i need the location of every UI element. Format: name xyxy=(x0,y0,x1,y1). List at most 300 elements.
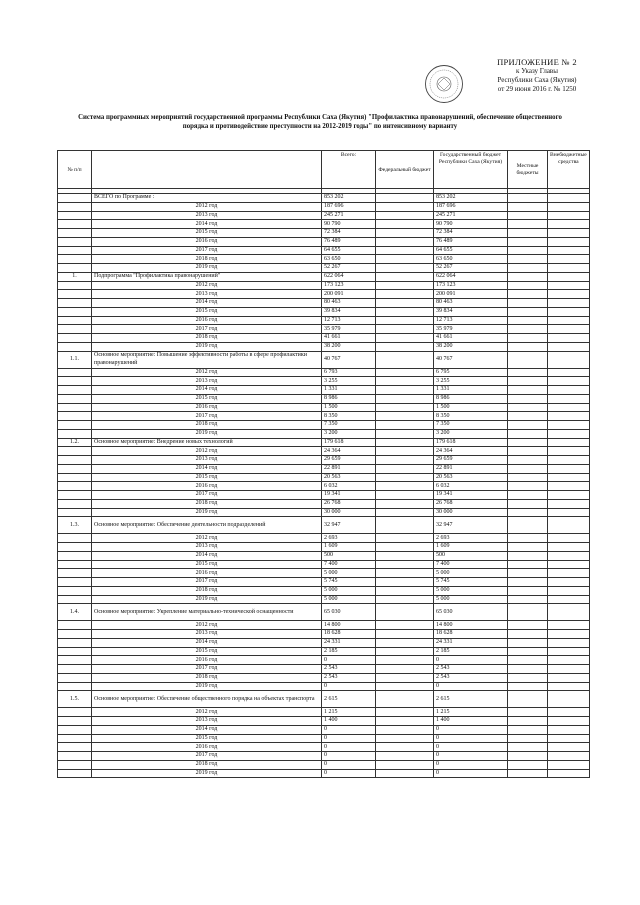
table-row xyxy=(58,482,590,491)
table-row xyxy=(58,447,590,456)
row-year: 2019 год xyxy=(92,595,322,604)
row-federal xyxy=(376,499,434,508)
row-extra xyxy=(548,595,590,604)
row-total: 64 655 xyxy=(322,246,376,255)
row-total: 38 200 xyxy=(322,342,376,351)
row-state: 1 609 xyxy=(434,543,508,552)
row-extra xyxy=(548,237,590,246)
row-federal xyxy=(376,220,434,229)
table-row xyxy=(58,551,590,560)
row-state: 1 500 xyxy=(434,403,508,412)
row-federal xyxy=(376,272,434,281)
row-federal xyxy=(376,569,434,578)
row-local xyxy=(508,403,548,412)
row-extra xyxy=(548,281,590,290)
row-year: 2017 год xyxy=(92,665,322,674)
row-number xyxy=(58,534,92,543)
table-row xyxy=(58,351,590,368)
row-year: 2017 год xyxy=(92,246,322,255)
row-year: 2019 год xyxy=(92,342,322,351)
row-number: 1.4. xyxy=(58,604,92,621)
row-federal xyxy=(376,290,434,299)
row-extra xyxy=(548,725,590,734)
row-federal xyxy=(376,734,434,743)
row-extra xyxy=(548,482,590,491)
row-local xyxy=(508,665,548,674)
row-extra xyxy=(548,508,590,517)
table-row xyxy=(58,202,590,211)
row-local xyxy=(508,412,548,421)
row-federal xyxy=(376,202,434,211)
row-local xyxy=(508,717,548,726)
row-number xyxy=(58,368,92,377)
row-number xyxy=(58,456,92,465)
row-federal xyxy=(376,412,434,421)
row-local xyxy=(508,769,548,778)
row-local xyxy=(508,473,548,482)
row-state: 853 202 xyxy=(434,194,508,203)
row-federal xyxy=(376,621,434,630)
row-federal xyxy=(376,656,434,665)
table-row xyxy=(58,394,590,403)
row-year: 2014 год xyxy=(92,725,322,734)
table-row xyxy=(58,325,590,334)
row-year: 2012 год xyxy=(92,368,322,377)
row-local xyxy=(508,760,548,769)
row-local xyxy=(508,421,548,430)
row-state: 0 xyxy=(434,769,508,778)
row-total: 2 693 xyxy=(322,534,376,543)
row-local xyxy=(508,499,548,508)
row-extra xyxy=(548,290,590,299)
row-federal xyxy=(376,673,434,682)
row-total: 1 609 xyxy=(322,543,376,552)
row-local xyxy=(508,334,548,343)
row-extra xyxy=(548,220,590,229)
row-name: Основное мероприятие: Укрепление материально-технической оснащенности xyxy=(92,604,322,621)
row-local xyxy=(508,229,548,238)
row-extra xyxy=(548,734,590,743)
row-federal xyxy=(376,560,434,569)
row-local xyxy=(508,307,548,316)
row-extra xyxy=(548,621,590,630)
row-federal xyxy=(376,281,434,290)
row-state: 1 400 xyxy=(434,717,508,726)
row-total: 32 947 xyxy=(322,517,376,534)
row-extra xyxy=(548,421,590,430)
row-local xyxy=(508,368,548,377)
row-federal xyxy=(376,491,434,500)
row-name: Основное мероприятие: Обеспечение общественного порядка на объектах транспорта xyxy=(92,691,322,708)
row-local xyxy=(508,682,548,691)
row-number xyxy=(58,551,92,560)
row-extra xyxy=(548,717,590,726)
table-row xyxy=(58,717,590,726)
row-local xyxy=(508,508,548,517)
row-state: 65 030 xyxy=(434,604,508,621)
row-year: 2012 год xyxy=(92,534,322,543)
row-state: 41 661 xyxy=(434,334,508,343)
row-extra xyxy=(548,586,590,595)
row-total: 2 615 xyxy=(322,691,376,708)
row-total: 0 xyxy=(322,725,376,734)
row-extra xyxy=(548,246,590,255)
row-extra xyxy=(548,534,590,543)
table-row xyxy=(58,708,590,717)
row-year: 2018 год xyxy=(92,499,322,508)
row-number xyxy=(58,491,92,500)
row-year: 2014 год xyxy=(92,299,322,308)
row-number xyxy=(58,647,92,656)
annex-label: ПРИЛОЖЕНИЕ № 2 xyxy=(497,57,577,67)
annex-decree: к Указу Главы xyxy=(516,67,558,75)
row-federal xyxy=(376,534,434,543)
row-federal xyxy=(376,394,434,403)
row-number xyxy=(58,334,92,343)
row-number xyxy=(58,630,92,639)
row-year: 2016 год xyxy=(92,316,322,325)
row-local xyxy=(508,255,548,264)
row-number xyxy=(58,717,92,726)
row-state: 2 693 xyxy=(434,534,508,543)
row-state: 6 032 xyxy=(434,482,508,491)
row-local xyxy=(508,325,548,334)
table-row xyxy=(58,752,590,761)
col-total-header: Всего: xyxy=(322,151,376,189)
col-state-header: Государственный бюджет Республики Саха (Якутия) xyxy=(434,151,508,189)
row-total: 20 563 xyxy=(322,473,376,482)
table-row xyxy=(58,656,590,665)
row-number xyxy=(58,464,92,473)
row-total: 0 xyxy=(322,682,376,691)
row-year: 2017 год xyxy=(92,752,322,761)
row-state: 22 891 xyxy=(434,464,508,473)
row-local xyxy=(508,220,548,229)
row-year: 2014 год xyxy=(92,220,322,229)
row-state: 200 091 xyxy=(434,290,508,299)
row-local xyxy=(508,316,548,325)
row-local xyxy=(508,237,548,246)
row-year: 2014 год xyxy=(92,464,322,473)
row-extra xyxy=(548,517,590,534)
row-year: 2015 год xyxy=(92,560,322,569)
table-row xyxy=(58,281,590,290)
row-extra xyxy=(548,447,590,456)
row-number xyxy=(58,508,92,517)
row-federal xyxy=(376,595,434,604)
table-row xyxy=(58,246,590,255)
row-extra xyxy=(548,708,590,717)
row-number xyxy=(58,377,92,386)
row-total: 5 745 xyxy=(322,578,376,587)
row-total: 1 400 xyxy=(322,717,376,726)
row-federal xyxy=(376,464,434,473)
row-total: 0 xyxy=(322,734,376,743)
row-extra xyxy=(548,473,590,482)
table-row xyxy=(58,604,590,621)
row-number xyxy=(58,342,92,351)
row-extra xyxy=(548,769,590,778)
row-total: 52 267 xyxy=(322,264,376,273)
row-number xyxy=(58,543,92,552)
row-federal xyxy=(376,438,434,447)
row-number xyxy=(58,429,92,438)
row-federal xyxy=(376,237,434,246)
row-federal xyxy=(376,325,434,334)
row-year: 2017 год xyxy=(92,412,322,421)
row-federal xyxy=(376,351,434,368)
row-number xyxy=(58,682,92,691)
row-year: 2016 год xyxy=(92,403,322,412)
table-row xyxy=(58,586,590,595)
table-row xyxy=(58,438,590,447)
row-extra xyxy=(548,438,590,447)
row-number xyxy=(58,499,92,508)
row-year: 2018 год xyxy=(92,673,322,682)
row-year: 2013 год xyxy=(92,630,322,639)
table-row xyxy=(58,464,590,473)
row-state: 173 123 xyxy=(434,281,508,290)
row-extra xyxy=(548,202,590,211)
row-federal xyxy=(376,229,434,238)
row-year: 2013 год xyxy=(92,717,322,726)
row-number xyxy=(58,290,92,299)
row-year: 2014 год xyxy=(92,551,322,560)
row-extra xyxy=(548,551,590,560)
row-number xyxy=(58,447,92,456)
row-total: 39 834 xyxy=(322,307,376,316)
row-year: 2019 год xyxy=(92,508,322,517)
row-local xyxy=(508,491,548,500)
row-federal xyxy=(376,255,434,264)
row-state: 32 947 xyxy=(434,517,508,534)
row-extra xyxy=(548,351,590,368)
row-state: 8 350 xyxy=(434,412,508,421)
row-total: 35 979 xyxy=(322,325,376,334)
row-total: 5 000 xyxy=(322,586,376,595)
row-local xyxy=(508,281,548,290)
row-federal xyxy=(376,517,434,534)
row-total: 622 064 xyxy=(322,272,376,281)
row-number xyxy=(58,595,92,604)
row-name: Подпрограмма "Профилактика правонарушений" xyxy=(92,272,322,281)
table-row xyxy=(58,403,590,412)
row-total: 29 659 xyxy=(322,456,376,465)
row-state: 187 696 xyxy=(434,202,508,211)
row-federal xyxy=(376,604,434,621)
row-number xyxy=(58,211,92,220)
row-extra xyxy=(548,491,590,500)
row-year: 2018 год xyxy=(92,255,322,264)
row-extra xyxy=(548,682,590,691)
row-state: 3 200 xyxy=(434,429,508,438)
row-number xyxy=(58,237,92,246)
col-local-header: Местные бюджеты xyxy=(508,151,548,189)
row-state: 2 543 xyxy=(434,673,508,682)
row-year: 2013 год xyxy=(92,377,322,386)
row-year: 2013 год xyxy=(92,290,322,299)
row-number xyxy=(58,394,92,403)
table-row xyxy=(58,534,590,543)
row-extra xyxy=(548,394,590,403)
row-state: 52 267 xyxy=(434,264,508,273)
row-number xyxy=(58,281,92,290)
row-local xyxy=(508,708,548,717)
table-row xyxy=(58,473,590,482)
row-extra xyxy=(548,334,590,343)
row-total: 24 364 xyxy=(322,447,376,456)
table-row xyxy=(58,334,590,343)
row-number: 1. xyxy=(58,272,92,281)
row-federal xyxy=(376,647,434,656)
row-federal xyxy=(376,760,434,769)
row-local xyxy=(508,586,548,595)
row-total: 30 000 xyxy=(322,508,376,517)
row-year: 2013 год xyxy=(92,543,322,552)
row-name: ВСЕГО по Программе : xyxy=(92,194,322,203)
row-year: 2012 год xyxy=(92,708,322,717)
table-row xyxy=(58,412,590,421)
official-seal-icon xyxy=(424,64,464,104)
row-total: 3 255 xyxy=(322,377,376,386)
row-number xyxy=(58,656,92,665)
row-federal xyxy=(376,665,434,674)
row-year: 2017 год xyxy=(92,491,322,500)
annex-date: от 29 июня 2016 г. № 1250 xyxy=(497,85,577,93)
row-extra xyxy=(548,325,590,334)
row-federal xyxy=(376,368,434,377)
table-row xyxy=(58,638,590,647)
row-federal xyxy=(376,264,434,273)
row-federal xyxy=(376,473,434,482)
table-row xyxy=(58,429,590,438)
row-local xyxy=(508,211,548,220)
row-federal xyxy=(376,421,434,430)
row-state: 20 563 xyxy=(434,473,508,482)
row-extra xyxy=(548,604,590,621)
row-state: 64 655 xyxy=(434,246,508,255)
row-state: 5 745 xyxy=(434,578,508,587)
row-year: 2019 год xyxy=(92,429,322,438)
row-state: 2 543 xyxy=(434,665,508,674)
row-extra xyxy=(548,368,590,377)
row-total: 2 543 xyxy=(322,665,376,674)
row-total: 19 341 xyxy=(322,491,376,500)
table-row xyxy=(58,630,590,639)
row-extra xyxy=(548,229,590,238)
row-year: 2014 год xyxy=(92,386,322,395)
row-state: 0 xyxy=(434,734,508,743)
row-state: 2 185 xyxy=(434,647,508,656)
row-extra xyxy=(548,499,590,508)
row-local xyxy=(508,743,548,752)
row-total: 245 271 xyxy=(322,211,376,220)
row-federal xyxy=(376,194,434,203)
row-year: 2018 год xyxy=(92,760,322,769)
row-state: 72 384 xyxy=(434,229,508,238)
table-row xyxy=(58,621,590,630)
row-name: Основное мероприятие: Повышение эффективности работы в сфере профилактики правонарушений xyxy=(92,351,322,368)
row-total: 7 350 xyxy=(322,421,376,430)
row-federal xyxy=(376,403,434,412)
row-local xyxy=(508,734,548,743)
row-extra xyxy=(548,456,590,465)
table-row xyxy=(58,299,590,308)
row-number xyxy=(58,621,92,630)
row-state: 0 xyxy=(434,656,508,665)
row-number xyxy=(58,569,92,578)
row-state: 7 350 xyxy=(434,421,508,430)
row-local xyxy=(508,673,548,682)
row-local xyxy=(508,638,548,647)
row-number xyxy=(58,473,92,482)
row-local xyxy=(508,691,548,708)
row-federal xyxy=(376,725,434,734)
row-number xyxy=(58,482,92,491)
row-state: 0 xyxy=(434,752,508,761)
table-row xyxy=(58,377,590,386)
table-row xyxy=(58,368,590,377)
row-total: 8 986 xyxy=(322,394,376,403)
row-federal xyxy=(376,377,434,386)
row-total: 80 463 xyxy=(322,299,376,308)
row-state: 5 000 xyxy=(434,586,508,595)
row-federal xyxy=(376,578,434,587)
table-row xyxy=(58,734,590,743)
row-number xyxy=(58,769,92,778)
row-total: 2 185 xyxy=(322,647,376,656)
table-row xyxy=(58,665,590,674)
annex-header xyxy=(462,58,612,94)
table-row xyxy=(58,220,590,229)
row-total: 65 030 xyxy=(322,604,376,621)
row-year: 2016 год xyxy=(92,569,322,578)
program-table xyxy=(57,150,590,778)
row-state: 500 xyxy=(434,551,508,560)
row-year: 2019 год xyxy=(92,264,322,273)
row-extra xyxy=(548,255,590,264)
row-number: 1.2. xyxy=(58,438,92,447)
row-year: 2016 год xyxy=(92,743,322,752)
row-local xyxy=(508,394,548,403)
row-federal xyxy=(376,586,434,595)
row-state: 24 331 xyxy=(434,638,508,647)
row-number xyxy=(58,220,92,229)
row-extra xyxy=(548,638,590,647)
row-year: 2012 год xyxy=(92,281,322,290)
table-row xyxy=(58,237,590,246)
row-total: 8 350 xyxy=(322,412,376,421)
col-federal-header: Федеральный бюджет xyxy=(376,151,434,189)
row-state: 90 790 xyxy=(434,220,508,229)
row-local xyxy=(508,464,548,473)
row-local xyxy=(508,656,548,665)
row-year: 2014 год xyxy=(92,638,322,647)
row-extra xyxy=(548,194,590,203)
row-state: 5 000 xyxy=(434,569,508,578)
row-total: 40 767 xyxy=(322,351,376,368)
row-year: 2013 год xyxy=(92,211,322,220)
row-total: 1 500 xyxy=(322,403,376,412)
row-state: 1 215 xyxy=(434,708,508,717)
row-total: 500 xyxy=(322,551,376,560)
row-number xyxy=(58,752,92,761)
col-extra-header: Внебюджетные средства xyxy=(548,151,590,189)
row-local xyxy=(508,534,548,543)
row-state: 12 713 xyxy=(434,316,508,325)
row-total: 5 000 xyxy=(322,569,376,578)
row-local xyxy=(508,438,548,447)
